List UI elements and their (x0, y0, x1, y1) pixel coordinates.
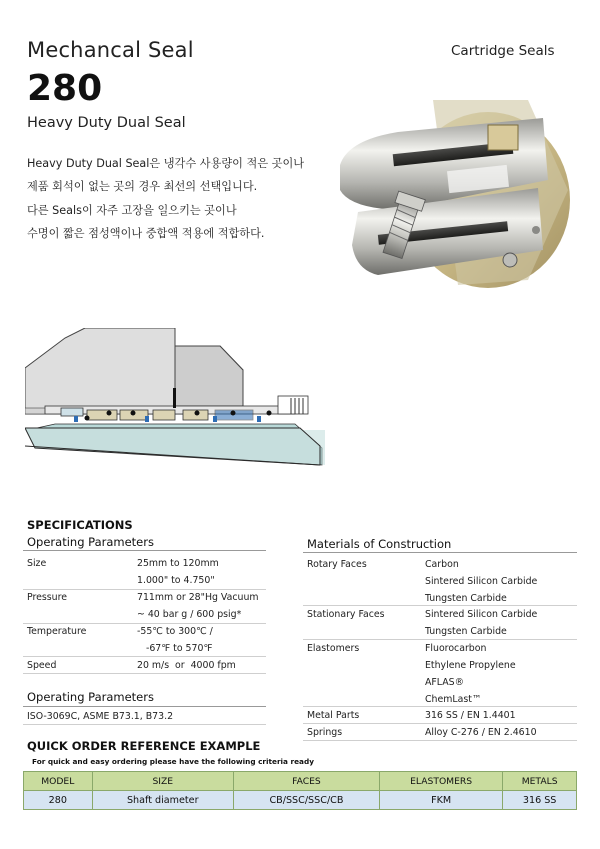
divider (23, 656, 266, 657)
spec-value: 711mm or 28"Hg Vacuum (137, 592, 259, 603)
material-label-metal-parts: Metal Parts (307, 710, 360, 721)
divider (303, 605, 577, 606)
divider (23, 706, 266, 707)
column-header: MODEL (24, 772, 93, 791)
material-value: Alloy C-276 / EN 2.4610 (425, 727, 537, 738)
model-number: 280 (27, 68, 103, 109)
quick-order-subtitle: For quick and easy ordering please have the following criteria ready (32, 757, 314, 766)
spec-value: -55℃ to 300℃ / (137, 626, 213, 637)
materials-header: Materials of Construction (307, 537, 452, 551)
spec-value: ~ 40 bar g / 600 psig* (137, 609, 242, 620)
seal-cross-section-drawing (25, 328, 325, 468)
operating-parameters-header: Operating Parameters (27, 535, 154, 549)
material-value: Fluorocarbon (425, 643, 487, 654)
quick-order-table (23, 771, 577, 810)
material-label-elastomers: Elastomers (307, 643, 360, 654)
material-value: Tungsten Carbide (425, 593, 507, 604)
column-header: FACES (233, 772, 379, 791)
column-header: ELASTOMERS (379, 772, 502, 791)
divider (23, 550, 266, 551)
product-category: Cartridge Seals (451, 43, 555, 59)
material-value: Sintered Silicon Carbide (425, 576, 538, 587)
description-line: Heavy Duty Dual Seal은 냉각수 사용량이 적은 곳이나 (27, 157, 305, 170)
divider (23, 673, 266, 674)
standards-value: ISO-3069C, ASME B73.1, B73.2 (27, 711, 174, 722)
divider (303, 552, 577, 553)
divider (23, 623, 266, 624)
spec-label-size: Size (27, 558, 47, 569)
table-cell: 316 SS (503, 791, 577, 810)
divider (303, 740, 577, 741)
material-value: Carbon (425, 559, 459, 570)
divider (303, 723, 577, 724)
column-header: SIZE (92, 772, 233, 791)
spec-label-temperature: Temperature (27, 626, 87, 637)
table-cell: 280 (24, 791, 93, 810)
divider (303, 639, 577, 640)
spec-value: 1.000" to 4.750" (137, 575, 215, 586)
table-row (24, 791, 577, 810)
divider (23, 724, 266, 725)
product-description (27, 152, 327, 245)
standards-header: Operating Parameters (27, 690, 154, 704)
table-cell: Shaft diameter (92, 791, 233, 810)
description-line: 다른 Seals이 자주 고장을 일으키는 곳이나 (27, 203, 237, 217)
material-value: Sintered Silicon Carbide (425, 609, 538, 620)
material-label-springs: Springs (307, 727, 343, 738)
table-header-row (24, 772, 577, 791)
quick-order-title: QUICK ORDER REFERENCE EXAMPLE (27, 739, 261, 753)
page-subtitle: Heavy Duty Dual Seal (27, 115, 186, 131)
spec-label-speed: Speed (27, 660, 57, 671)
spec-value: -67℉ to 570℉ (137, 643, 213, 654)
description-line: 제품 회석이 없는 곳의 경우 최선의 선택입니다. (27, 180, 258, 194)
spec-label-pressure: Pressure (27, 592, 68, 603)
material-label-rotary-faces: Rotary Faces (307, 559, 367, 570)
table-cell: CB/SSC/SSC/CB (233, 791, 379, 810)
material-value: Tungsten Carbide (425, 626, 507, 637)
divider (23, 589, 266, 590)
divider (303, 706, 577, 707)
seal-cutaway-render (338, 70, 578, 300)
material-value: Ethylene Propylene (425, 660, 516, 671)
material-value: 316 SS / EN 1.4401 (425, 710, 516, 721)
description-line: 수명이 짧은 점성액이나 중합액 적용에 적합하다. (27, 226, 265, 240)
page-title: Mechancal Seal (27, 38, 194, 62)
spec-value: 20 m/s or 4000 fpm (137, 660, 236, 671)
table-cell: FKM (379, 791, 502, 810)
material-value: AFLAS® (425, 677, 464, 688)
material-label-stationary-faces: Stationary Faces (307, 609, 385, 620)
column-header: METALS (503, 772, 577, 791)
spec-value: 25mm to 120mm (137, 558, 219, 569)
specifications-title: SPECIFICATIONS (27, 518, 133, 532)
material-value: ChemLast™ (425, 694, 482, 705)
